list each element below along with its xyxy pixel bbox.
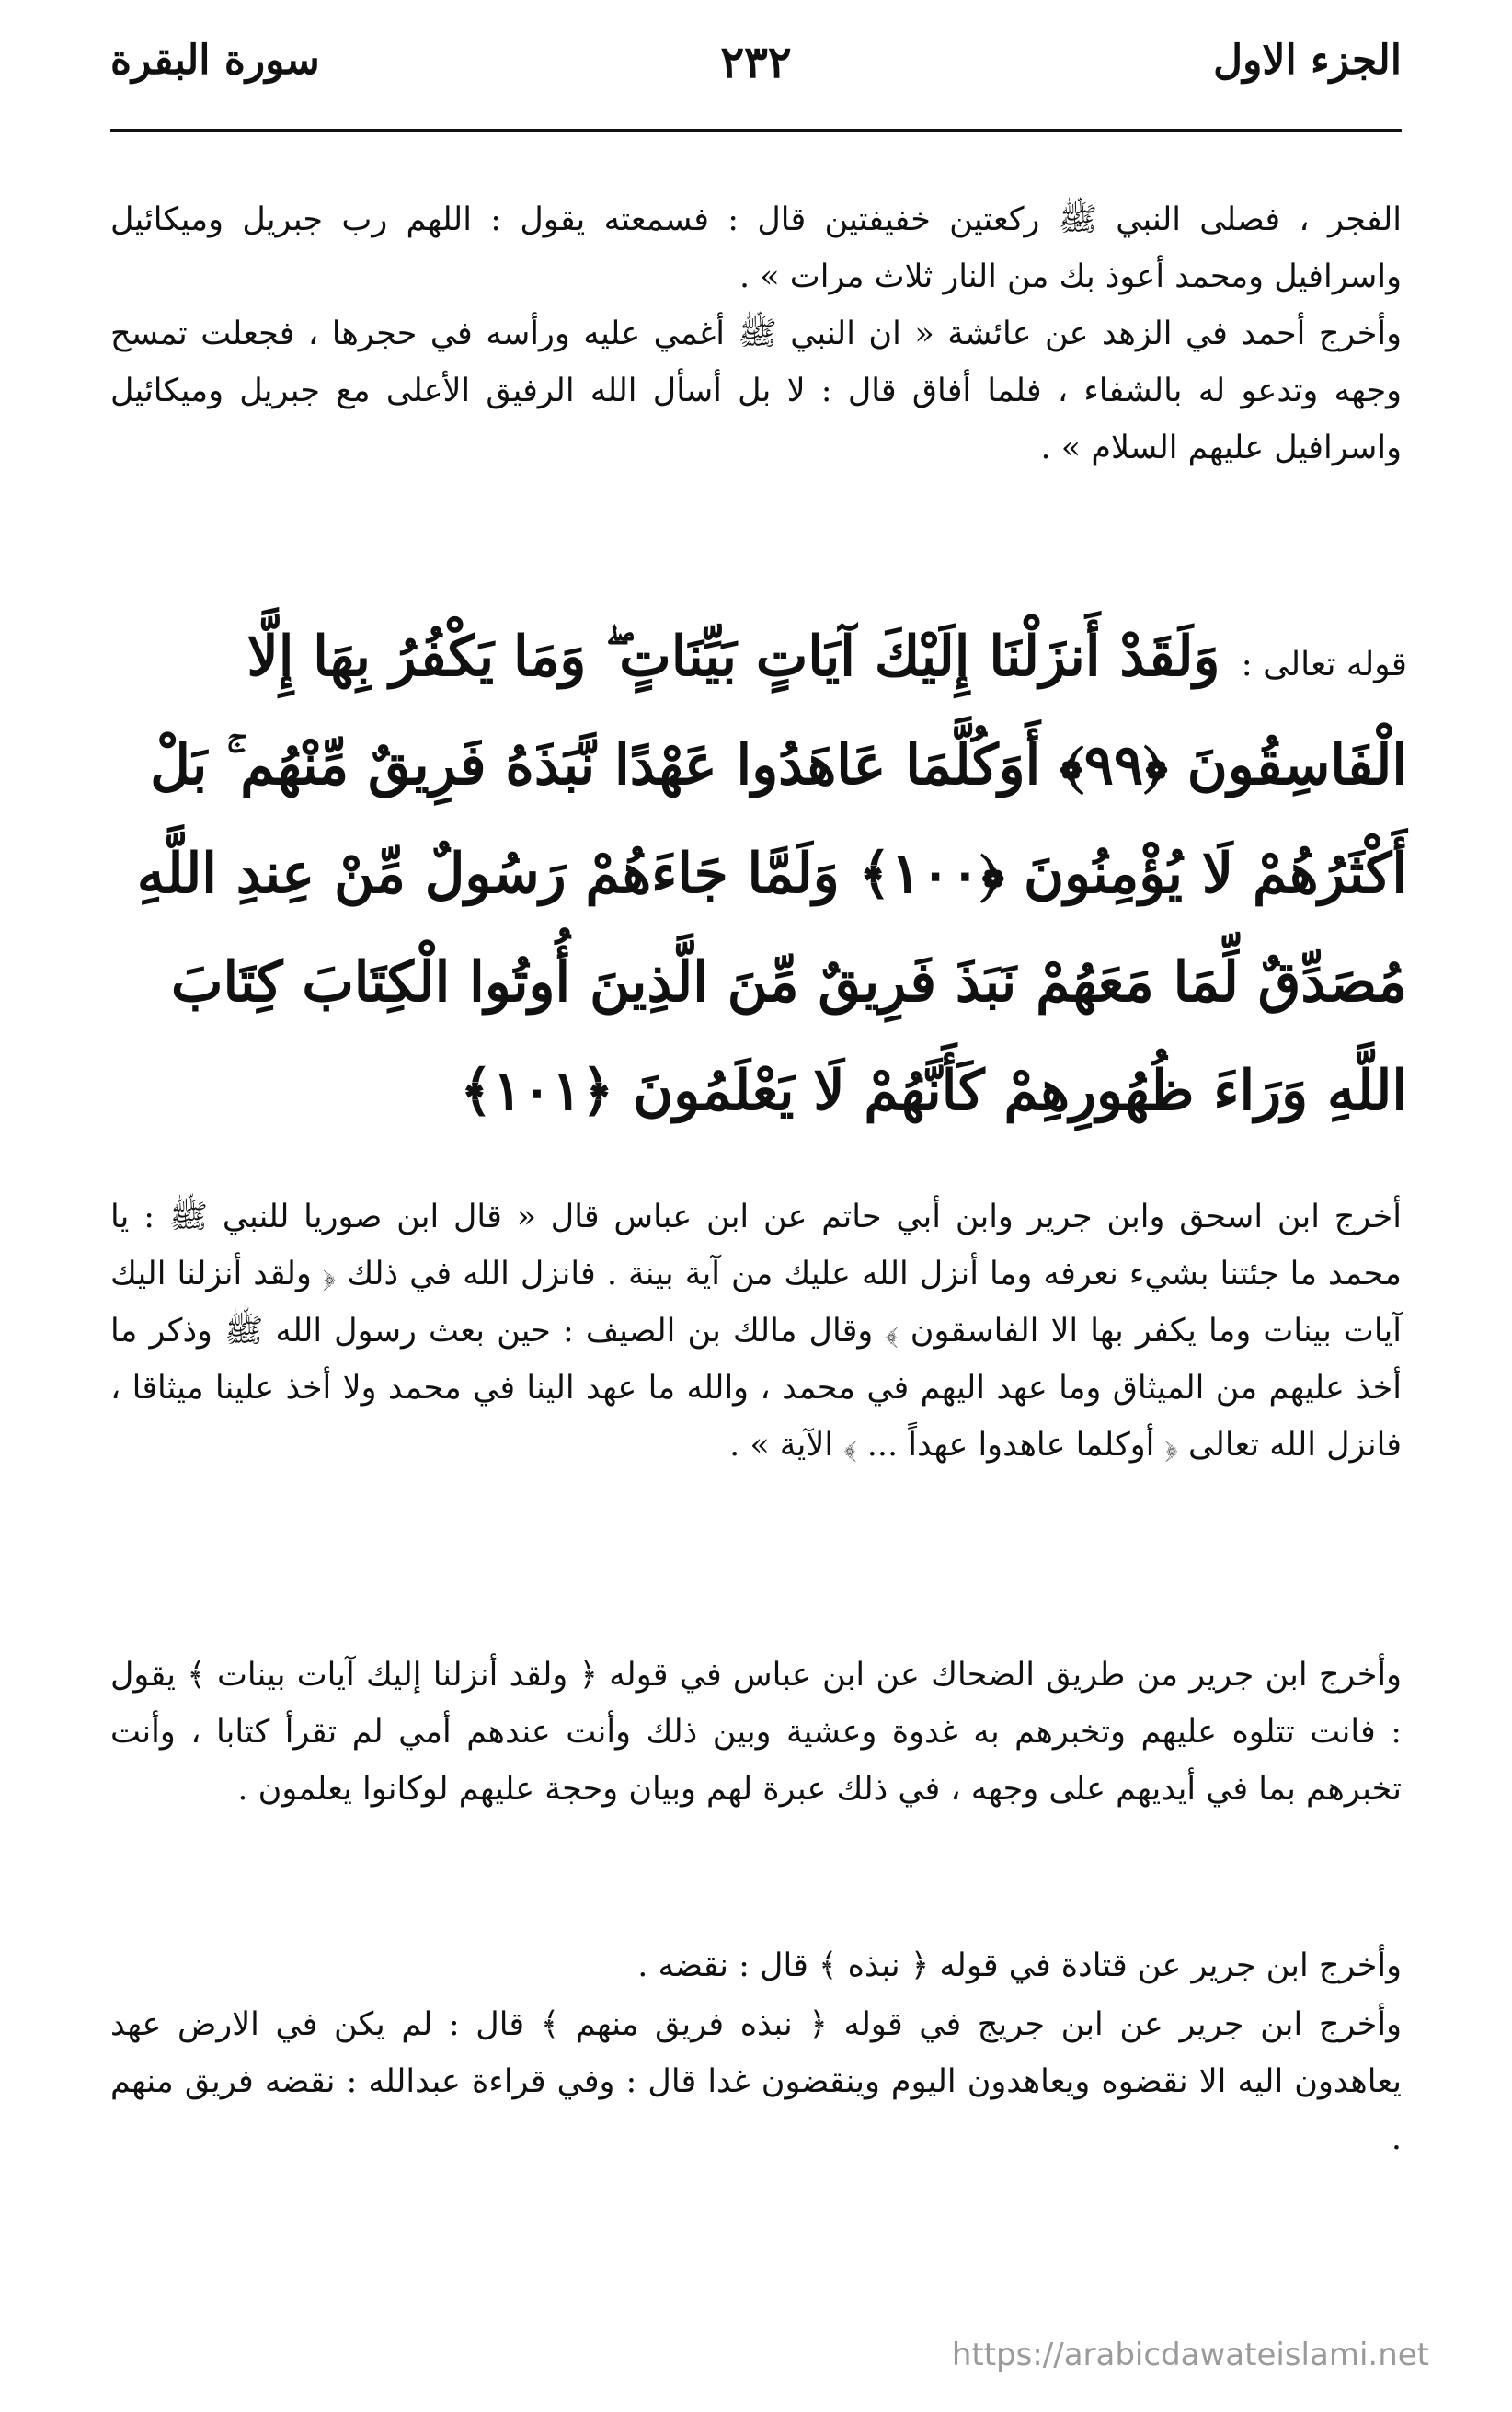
surah-title: سورة البقرة xyxy=(110,37,320,84)
verse-text: وَلَقَدْ أَنزَلْنَا إِلَيْكَ آيَاتٍ بَيِّنَاتٍ ۖ وَمَا يَكْفُرُ بِهَا إِلَّا الْفَاسِقُونَ ﴿٩٩﴾ أَوَكُلَّمَا عَاهَدُوا عَهْدًا نَّبَذَهُ فَرِيقٌ مِّنْهُم ۚ بَلْ أَكْثَرُهُمْ لَا يُؤْمِنُونَ ﴿١٠٠﴾ وَلَمَّا جَاءَهُمْ رَسُولٌ مِّنْ عِندِ اللَّهِ مُصَدِّقٌ لِّمَا مَعَهُمْ نَبَذَ فَرِيقٌ مِّنَ الَّذِينَ أُوتُوا الْكِتَابَ كِتَابَ اللَّهِ وَرَاءَ ظُهُورِهِمْ كَأَنَّهُمْ لَا يَعْلَمُونَ ﴿١٠١﴾ xyxy=(136,625,1407,1123)
paragraph-4: وأخرج ابن جرير من طريق الضحاك عن ابن عباس في قوله ﴿ ولقد أنزلنا إليك آيات بينات ﴾ يقول : فانت تتلوه عليهم وتخبرهم به غدوة وعشية وبين ذلك وأنت عندهم أمي لم تقرأ كتابا ، وأنت تخبرهم بما في أيديهم على وجهه ، في ذلك عبرة لهم وبيان وحجة عليهم لوكانوا يعلمون . xyxy=(110,1657,1402,1808)
paragraph-1: الفجر ، فصلى النبي ﷺ ركعتين خفيفتين قال : فسمعته يقول : اللهم رب جبريل وميكائيل واسرافيل ومحمد أعوذ بك من النار ثلاث مرات » . xyxy=(110,201,1402,295)
page-header xyxy=(110,37,1402,110)
header-divider xyxy=(110,129,1402,132)
paragraph-5: وأخرج ابن جرير عن قتادة في قوله ﴿ نبذه ﴾ قال : نقضه . xyxy=(637,1947,1402,1984)
verse-intro: قوله تعالى : xyxy=(1241,646,1407,683)
page-number: ٢٣٢ xyxy=(720,37,792,88)
part-title: الجزء الاول xyxy=(1213,37,1402,84)
paragraph-3: أخرج ابن اسحق وابن جرير وابن أبي حاتم عن ابن عباس قال « قال ابن صوريا للنبي ﷺ : يا محمد ما جئتنا بشيء نعرفه وما أنزل الله عليك من آية بينة . فانزل الله في ذلك ﴿ ولقد أنزلنا اليك آيات بينات وما يكفر بها الا الفاسقون ﴾ وقال مالك بن الصيف : حين بعث رسول الله ﷺ وذكر ما أخذ عليهم من الميثاق وما عهد اليهم في محمد ، والله ما عهد الينا في محمد ولا أخذ علينا ميثاقا ، فانزل الله تعالى ﴿ أوكلما عاهدوا عهداً ... ﴾ الآية » . xyxy=(110,1199,1402,1464)
paragraph-6: وأخرج ابن جرير عن ابن جريج في قوله ﴿ نبذه فريق منهم ﴾ قال : لم يكن في الارض عهد يعاهدون اليه الا نقضوه ويعاهدون اليوم وينقضون غدا قال : وفي قراءة عبدالله : نقضه فريق منهم . xyxy=(110,2006,1402,2157)
watermark-url: https://arabicdawateislami.net xyxy=(951,2337,1429,2373)
paragraph-2: وأخرج أحمد في الزهد عن عائشة « ان النبي ﷺ أغمي عليه ورأسه في حجرها ، فجعلت تمسح وجهه وتدعو له بالشفاء ، فلما أفاق قال : لا بل أسأل الله الرفيق الأعلى مع جبريل وميكائيل واسرافيل عليهم السلام » . xyxy=(110,316,1402,466)
quran-verse xyxy=(92,603,1407,1145)
